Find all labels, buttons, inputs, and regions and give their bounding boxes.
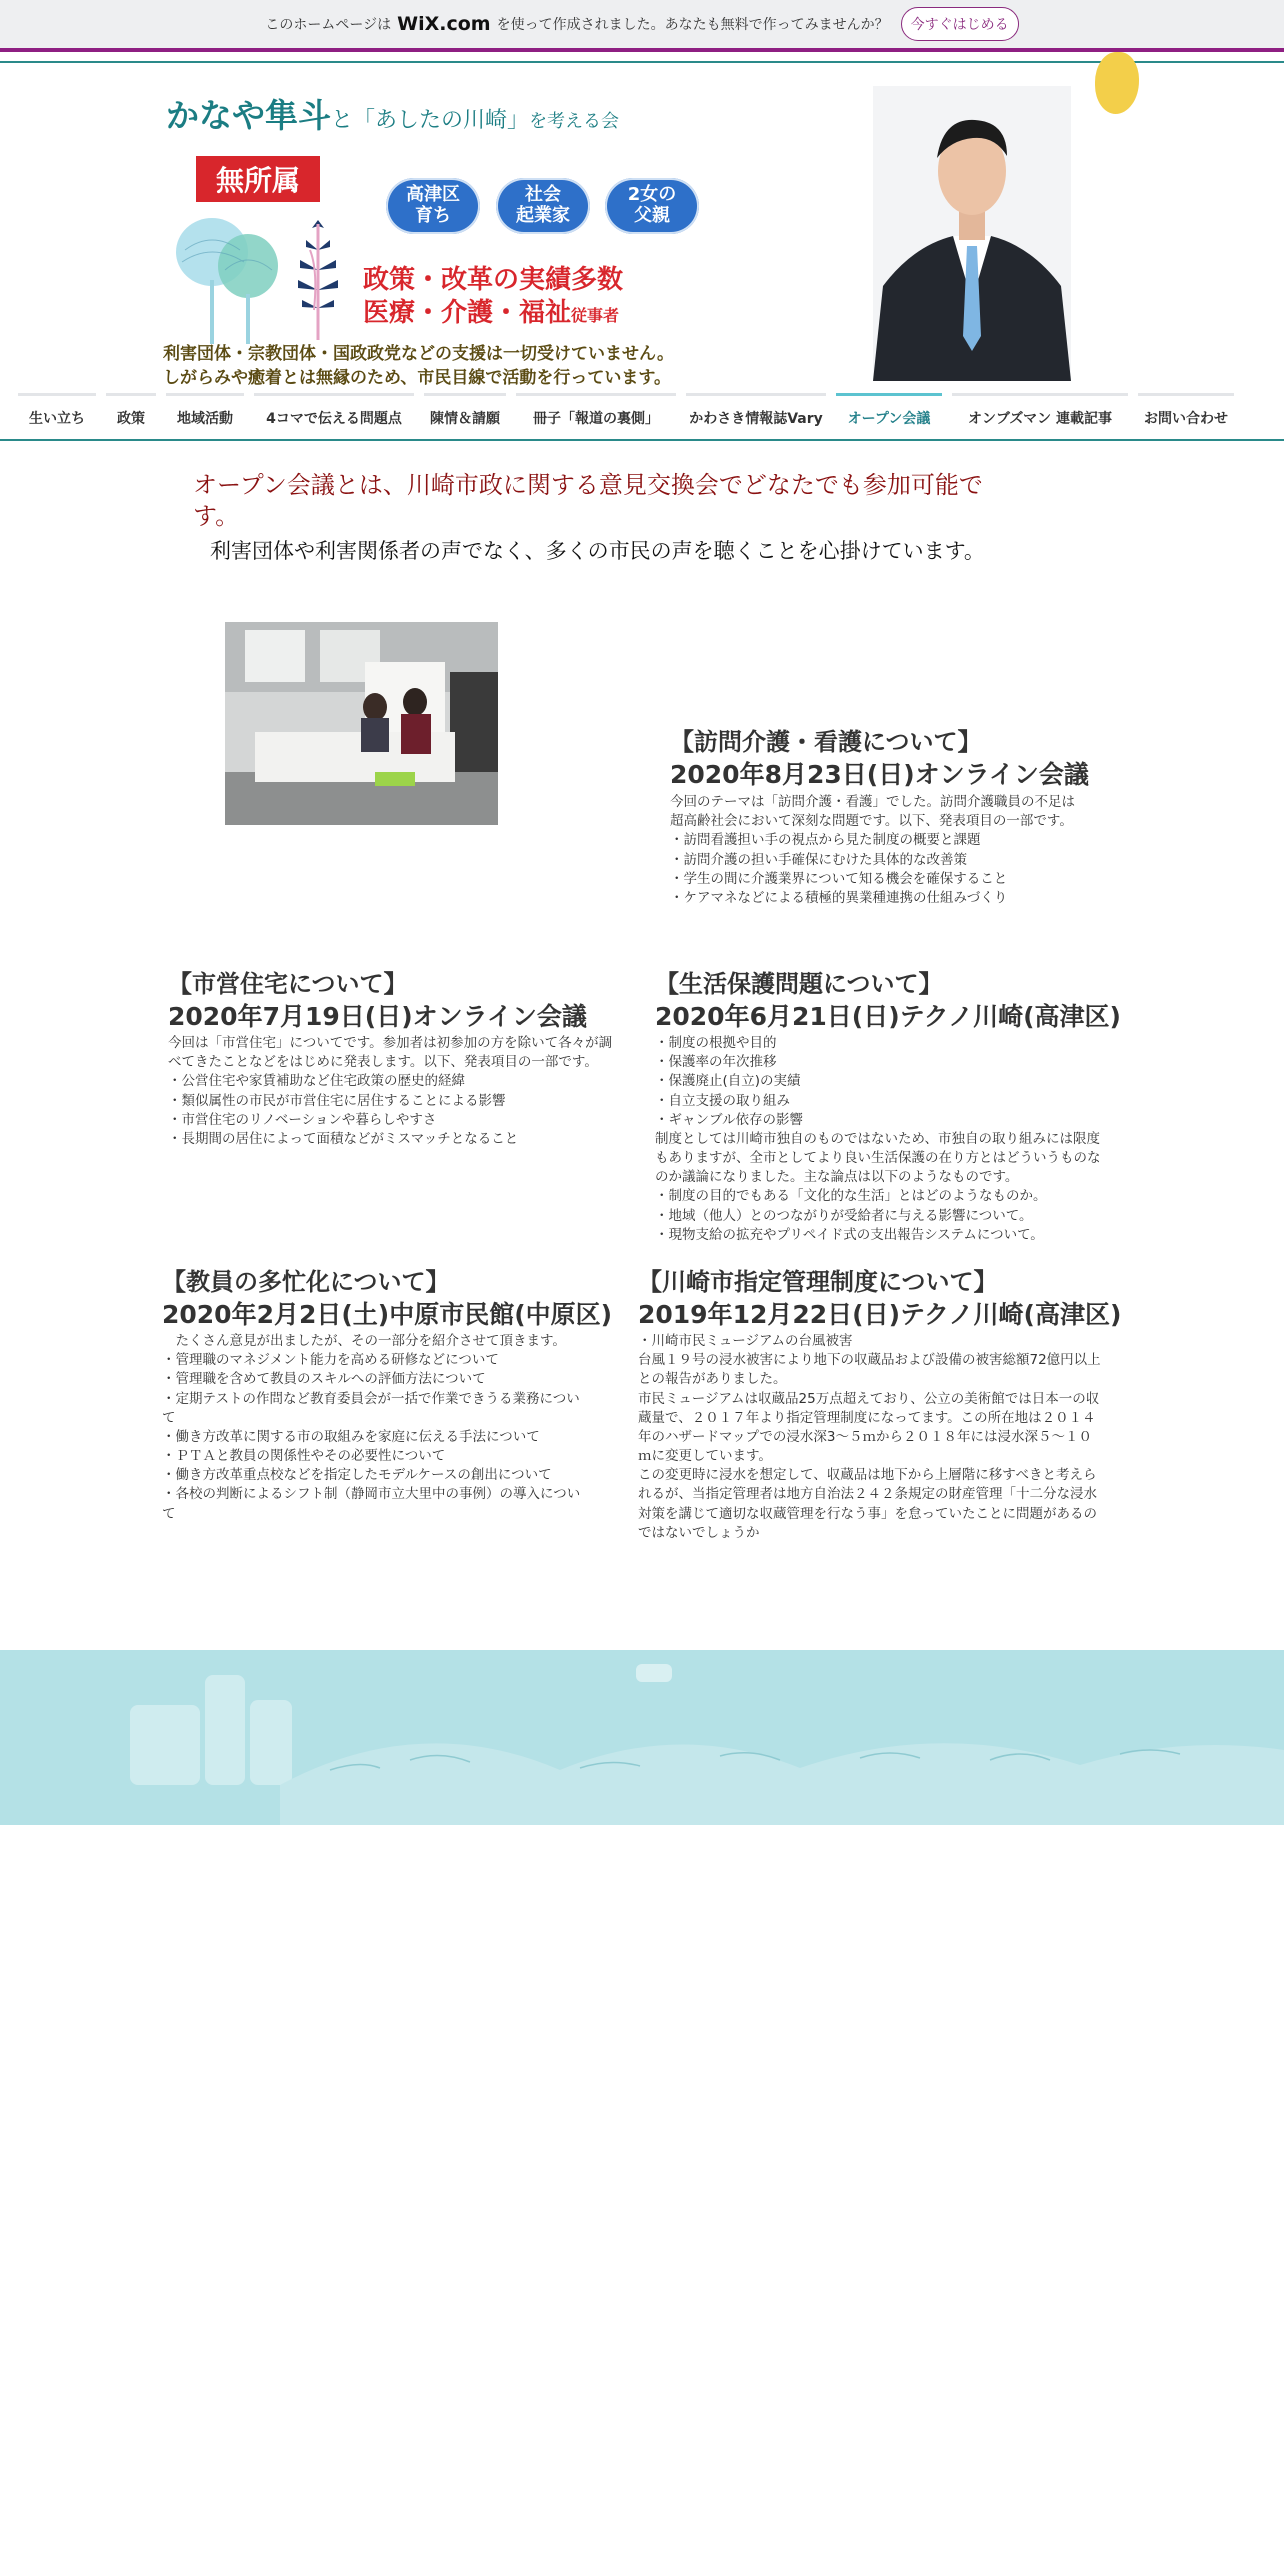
body-line: ・ギャンブル依存の影響: [655, 1111, 803, 1128]
body-line: ・働き方改革重点校などを指定したモデルケースの創出について: [162, 1467, 552, 1484]
site-title[interactable]: [166, 90, 619, 137]
wix-banner-content: [0, 0, 1284, 48]
intro-subtext: 利害団体や利害関係者の声でなく、多くの市民の声を聴くことを心掛けています。: [210, 539, 985, 563]
body-line: ではないでしょうか: [638, 1524, 760, 1541]
nav-item-booklet[interactable]: 冊子「報道の裏側」: [516, 393, 676, 439]
body-line: ・制度の目的でもある「文化的な生活」とはどのようなものか。: [655, 1188, 1047, 1205]
section-body: [670, 793, 1089, 908]
body-line: との報告がありました。: [638, 1371, 787, 1388]
profile-pill-takatsu: [386, 178, 480, 234]
section-body: [162, 1332, 612, 1524]
section-body: [655, 1034, 1121, 1245]
meeting-photo: [225, 622, 498, 825]
nav-item-comic-issues[interactable]: 4コマで伝える問題点: [254, 393, 414, 439]
nav-item-ombudsman[interactable]: オンブズマン 連載記事: [952, 393, 1128, 439]
section-title: 【訪問介護・看護について】: [670, 728, 982, 756]
body-line: 超高齢社会において深刻な問題です。以下、発表項目の一部です。: [670, 813, 1073, 830]
section-date: 2020年7月19日(日)オンライン会議: [168, 1002, 587, 1032]
achievements-line2: 医療・介護・福祉: [363, 297, 572, 328]
pill-line2: 起業家: [516, 205, 570, 226]
body-line: て: [162, 1409, 176, 1426]
nav-item-profile[interactable]: 生い立ち: [18, 393, 96, 439]
section-body: [168, 1034, 612, 1149]
nav-item-policy[interactable]: 政策: [106, 393, 156, 439]
pill-line2: 父親: [634, 205, 670, 226]
body-line: 蔵量で、２０１７年より指定管理制度になってます。この所在地は２０１４: [638, 1409, 1096, 1426]
body-line: 今回は「市営住宅」についてです。参加者は初参加の方を除いて各々が調: [168, 1035, 613, 1052]
body-line: ・保護廃止(自立)の実績: [655, 1073, 801, 1090]
trees-illustration: [170, 210, 360, 350]
site-title-bracket-close: 」: [507, 108, 530, 133]
site-title-name: かなや隼斗: [166, 96, 331, 135]
pill-line1: 2女の: [627, 184, 677, 206]
nav-item-open-meeting[interactable]: オープン会議: [836, 393, 942, 439]
body-line: この変更時に浸水を想定して、収蔵品は地下から上層階に移すべきと考えら: [638, 1467, 1097, 1484]
section-title: 【教員の多忙化について】: [162, 1268, 450, 1296]
body-line: 対策を講じて適切な収蔵管理を行なう事」を怠っていたことに問題があるの: [638, 1505, 1097, 1522]
profile-pill-father: [605, 178, 699, 234]
body-line: ・ＰＴＡと教員の関係性やその必要性について: [162, 1448, 446, 1465]
body-line: ・訪問看護担い手の視点から見た制度の概要と課題: [670, 832, 981, 849]
section-welfare: [655, 968, 1121, 1245]
banner-divider: [0, 48, 1284, 52]
body-line: ｍに変更しています。: [638, 1448, 772, 1465]
section-teacher-workload: [162, 1266, 612, 1524]
body-line: 今回のテーマは「訪問介護・看護」でした。訪問介護職員の不足は: [670, 794, 1075, 811]
achievements-line2-small: 従事者: [571, 305, 620, 325]
body-line: 制度としては川崎市独自のものではないため、市独自の取り組みには限度: [655, 1130, 1100, 1147]
independent-badge: 無所属: [196, 156, 320, 202]
wix-banner-text-after: を使って作成されました。あなたも無料で作ってみませんか？: [496, 17, 889, 33]
intro-headline: オープン会議とは、川崎市政に関する意見交換会でどなたでも参加可能です。: [193, 471, 983, 531]
body-line: れるが、当指定管理者は地方自治法２４２条規定の財産管理「十二分な浸水: [638, 1486, 1097, 1503]
section-date: 2020年2月2日(土)中原市民館(中原区): [162, 1300, 613, 1330]
achievements-headline: [363, 264, 623, 329]
section-title: 【市営住宅について】: [168, 970, 408, 998]
body-line: ・保護率の年次推移: [655, 1054, 777, 1071]
body-line: ・制度の根拠や目的: [655, 1035, 777, 1052]
section-date: 2020年6月21日(日)テクノ川崎(高津区): [655, 1002, 1121, 1032]
nav-item-contact[interactable]: お問い合わせ: [1138, 393, 1234, 439]
site-title-conj: と: [331, 108, 354, 133]
profile-pill-entrepreneur: [496, 178, 590, 234]
nav-item-vary-magazine[interactable]: かわさき情報誌Vary: [686, 393, 826, 439]
section-date: 2020年8月23日(日)オンライン会議: [670, 760, 1089, 790]
body-line: ・市営住宅のリノベーションや暮らしやすさ: [168, 1111, 437, 1128]
body-line: ・学生の間に介護業界について知る機会を確保すること: [670, 870, 1008, 887]
pill-line1: 高津区: [406, 184, 460, 206]
footer-landscape: [0, 1650, 1284, 1825]
section-title: 【川崎市指定管理制度について】: [638, 1268, 998, 1296]
site-title-org: あしたの川崎: [375, 108, 508, 133]
body-line: ・定期テストの作問など教育委員会が一括で作業できうる業務につい: [162, 1390, 580, 1407]
body-line: 台風１９号の浸水被害により地下の収蔵品および設備の被害総額72億円以上: [638, 1352, 1101, 1369]
body-line: 市民ミュージアムは収蔵品25万点超えており、公立の美術館では日本一の収: [638, 1390, 1100, 1407]
disclaimer-line1: 利害団体・宗教団体・国政政党などの支援は一切受けていません。: [163, 344, 675, 364]
body-line: ・働き方改革に関する市の取組みを家庭に伝える手法について: [162, 1428, 540, 1445]
body-line: べてきたことなどをはじめに発表します。以下、発表項目の一部です。: [168, 1054, 598, 1071]
body-line: ・管理職のマネジメント能力を高める研修などについて: [162, 1352, 499, 1369]
header-top-line: [0, 61, 1284, 63]
candidate-portrait: [873, 86, 1071, 381]
main-navigation: [0, 393, 1284, 439]
section-municipal-housing: [168, 968, 612, 1149]
body-line: ・現物支給の拡充やプリペイド式の支出報告システムについて。: [655, 1226, 1044, 1243]
decorative-yellow-blob: [1095, 52, 1139, 114]
nav-item-petitions[interactable]: 陳情＆請願: [424, 393, 506, 439]
independence-disclaimer: [163, 343, 674, 391]
start-now-button[interactable]: 今すぐはじめる: [901, 7, 1019, 41]
body-line: ・自立支援の取り組み: [655, 1092, 790, 1109]
achievements-line1: 政策・改革の実績多数: [363, 265, 624, 295]
wix-banner-text-before: このホームページは: [265, 17, 392, 33]
body-line: 年のハザードマップでの浸水深3～５ｍから２０１８年には浸水深５～１０: [638, 1428, 1092, 1445]
body-line: て: [162, 1505, 176, 1522]
nav-item-community[interactable]: 地域活動: [166, 393, 244, 439]
section-home-nursing: [670, 726, 1089, 908]
body-line: ・類似属性の市民が市営住宅に居住することによる影響: [168, 1092, 506, 1109]
section-body: [638, 1332, 1121, 1543]
site-title-bracket-open: 「: [353, 108, 376, 133]
body-line: ・各校の判断によるシフト制（静岡市立大里中の事例）の導入につい: [162, 1486, 581, 1503]
body-line: ・長期間の居住によって面積などがミスマッチとなること: [168, 1130, 519, 1147]
body-line: ・訪問介護の担い手確保にむけた具体的な改善策: [670, 851, 967, 868]
body-line: もありますが、全市としてより良い生活保護の在り方とはどういうものな: [655, 1150, 1101, 1167]
body-line: ・ケアマネなどによる積極的異業種連携の仕組みづくり: [670, 889, 1008, 906]
section-designated-management: [638, 1266, 1121, 1543]
section-title: 【生活保護問題について】: [655, 970, 943, 998]
pill-line2: 育ち: [415, 205, 451, 226]
site-title-tail: を考える会: [529, 111, 620, 132]
section-date: 2019年12月22日(日)テクノ川崎(高津区): [638, 1300, 1122, 1330]
pill-line1: 社会: [525, 184, 561, 206]
disclaimer-line2: しがらみや癒着とは無縁のため、市民目線で活動を行っています。: [163, 367, 671, 388]
body-line: ・川崎市民ミュージアムの台風被害: [638, 1333, 853, 1350]
body-line: ・公営住宅や家賃補助など住宅政策の歴史的経緯: [168, 1073, 465, 1090]
body-line: ・管理職を含めて教員のスキルへの評価方法について: [162, 1371, 486, 1388]
wix-logo[interactable]: WiX.com: [397, 13, 491, 35]
body-line: のか議論になりました。主な論点は以下のようなものです。: [655, 1169, 1019, 1186]
body-line: ・地域（他人）とのつながりが受給者に与える影響について。: [655, 1207, 1033, 1224]
body-line: たくさん意見が出ましたが、その一部分を紹介させて頂きます。: [162, 1333, 566, 1350]
nav-bottom-line: [0, 439, 1284, 441]
